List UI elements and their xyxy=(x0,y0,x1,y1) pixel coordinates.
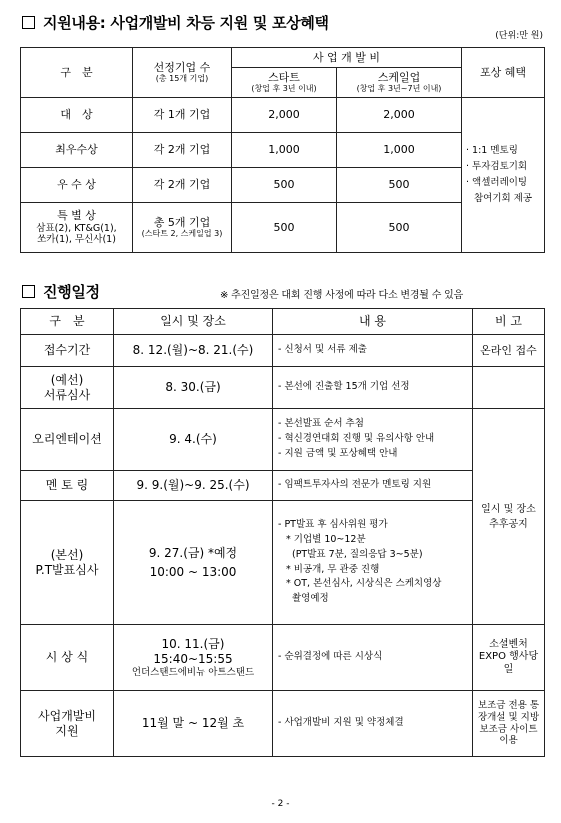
schedule-table xyxy=(20,308,545,757)
header-scaleup: 스케일업 (창업 후 3년~7년 이내) xyxy=(337,68,462,98)
table-row: 대 상 각 1개 기업 2,000 2,000 · 1:1 멘토링 · 투자검토기회 · 액셀러레이팅 참여기회 제공 xyxy=(21,98,545,133)
section1-title-text: 지원내용: 사업개발비 차등 지원 및 포상혜택 xyxy=(43,14,329,32)
schedule-note: ※ 추진일정은 대회 진행 사정에 따라 다소 변경될 수 있음 xyxy=(220,290,464,301)
table-row: 오리엔테이션 9. 4.(수) - 본선발표 순서 추첨 - 혁신경연대회 진행 및 유의사항 안내 - 지원 금액 및 포상혜택 안내 일시 및 장소 추후공지 xyxy=(21,409,545,471)
table-row: 시 상 식 10. 11.(금) 15:40~15:55 언더스탠드에비뉴 아트스탠드 - 순위결정에 따른 시상식 소셜벤처 EXPO 행사당일 xyxy=(21,625,545,691)
table-row: 최우수상 각 2개 기업 1,000 1,000 xyxy=(21,133,545,168)
checkbox-square-icon xyxy=(22,16,35,29)
table-row: (본선) P.T발표심사 9. 27.(금) *예정 10:00 ~ 13:00 - PT발표 후 심사위원 평가 * 기업별 10~12분 (PT발표 7분, 질의응답 3~5분) * 비공개, 무 관중 진행 * OT, 본선심사, 시상식은 스케치영상 촬영예정 xyxy=(21,501,545,625)
checkbox-square-icon xyxy=(22,285,35,298)
page-number: - 2 - xyxy=(271,799,290,809)
section2-title xyxy=(22,281,100,302)
header-devcost: 사 업 개 발 비 xyxy=(232,48,462,68)
schedule-header-row: 구 분 일시 및 장소 내 용 비 고 xyxy=(21,309,545,335)
table-row: 멘 토 링 9. 9.(월)~9. 25.(수) - 임팩트투자사의 전문가 멘토링 지원 xyxy=(21,471,545,501)
benefit-cell: · 1:1 멘토링 · 투자검토기회 · 액셀러레이팅 참여기회 제공 xyxy=(462,98,545,253)
table-row: 사업개발비 지원 11월 말 ~ 12월 초 - 사업개발비 지원 및 약정체결 보조금 전용 통장개설 및 지방보조금 사이트 이용 xyxy=(21,691,545,757)
support-table xyxy=(20,47,545,253)
header-benefit: 포상 혜택 xyxy=(462,48,545,98)
support-header-row xyxy=(21,48,545,68)
header-category: 구 분 xyxy=(21,48,133,98)
section2-title-text: 진행일정 xyxy=(43,283,100,301)
merged-remarks-cell: 일시 및 장소 추후공지 xyxy=(473,409,545,625)
table-row: 우 수 상 각 2개 기업 500 500 xyxy=(21,168,545,203)
header-selected: 선정기업 수 (총 15개 기업) xyxy=(133,48,232,98)
header-start: 스타트 (창업 후 3년 이내) xyxy=(232,68,337,98)
table-row: 접수기간 8. 12.(월)~8. 21.(수) - 신청서 및 서류 제출 온라인 접수 xyxy=(21,335,545,367)
unit-label: (단위:만 원) xyxy=(495,31,543,41)
table-row: 특 별 상 삼표(2), KT&G(1), 쏘카(1), 무신사(1) 총 5개 기업 (스타트 2, 스케일업 3) 500 500 xyxy=(21,203,545,253)
table-row: (예선) 서류심사 8. 30.(금) - 본선에 진출할 15개 기업 선정 xyxy=(21,367,545,409)
section1-title xyxy=(22,12,329,33)
